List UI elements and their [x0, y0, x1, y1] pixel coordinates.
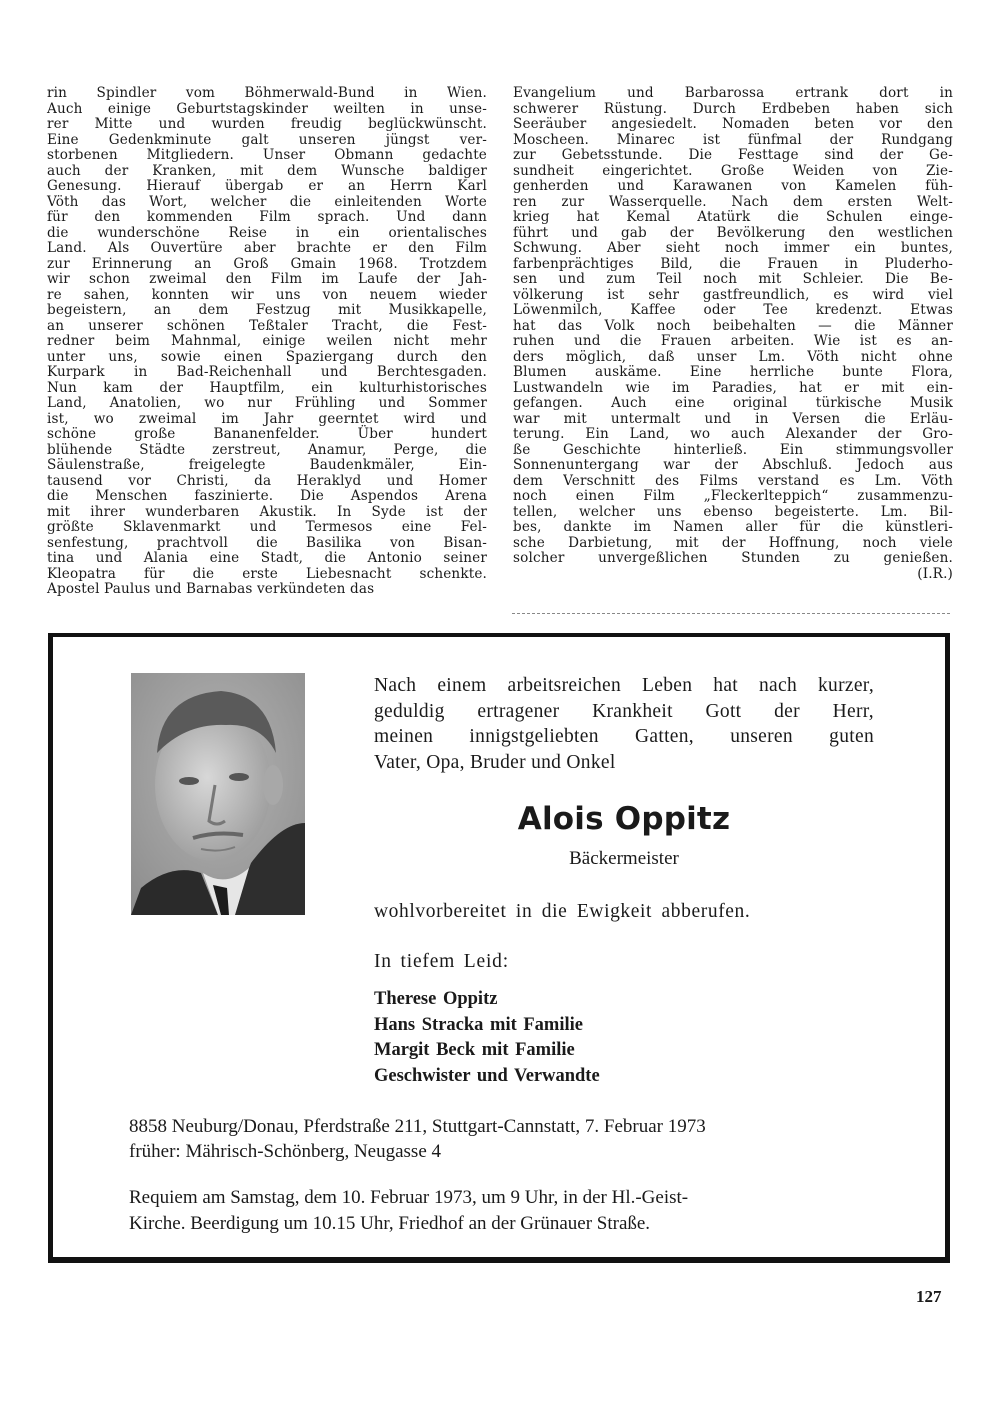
article-text-line: gefangen. Auch eine original türkische Musik: [513, 395, 953, 411]
article-text-line: ren zur Wasserquelle. Nach dem ersten Welt-: [513, 193, 953, 210]
article-text-line: Löwenmilch, Kaffee oder Tee kredenzt. Etwas: [513, 302, 953, 318]
article-right-column: [513, 86, 953, 582]
article-left-column: [47, 86, 487, 598]
article-text-line: tausend vor Christi, da Heraklyd und Homer: [47, 472, 487, 489]
article-text-line: Kleopatra für die erste Liebesnacht schenkte.: [47, 565, 487, 582]
article-text-line: Schwung. Aber sieht noch immer ein buntes,: [513, 240, 953, 256]
portrait-photo: [131, 673, 305, 915]
page-number: 127: [916, 1287, 942, 1306]
article-text-line: Lustwandeln wie im Paradies, hat er mit ein-: [513, 379, 953, 396]
article-text-line: wir schon zweimal den Film im Laufe der Jah-: [47, 271, 487, 287]
article-text-line: zur Erinnerung an Groß Gmain 1968. Trotzdem: [47, 255, 487, 272]
article-text-line: blühende Städte zerstreut, Anamur, Perge, die: [47, 441, 487, 458]
intro-line: Nach einem arbeitsreichen Leben hat nach kurzer,: [374, 675, 874, 696]
called-home-text: wohlvorbereitet in die Ewigkeit abberufen.: [374, 901, 751, 922]
article-text-line: mit ihrer wunderbaren Akustik. In Syde ist der: [47, 503, 487, 520]
article-text-line: sundheit eingerichtet. Große Weiden von Zie-: [513, 162, 953, 179]
address-line: 8858 Neuburg/Donau, Pferdstraße 211, Stuttgart-Cannstatt, 7. Februar 1973: [129, 1116, 706, 1137]
article-text-line: Sonnenuntergang war der Abschluß. Jedoch aus: [513, 457, 953, 473]
article-text-line: rin Spindler vom Böhmerwald-Bund in Wien.: [47, 85, 487, 101]
article-text-line: redner beim Mahnmal, einige weilen nicht mehr: [47, 333, 487, 349]
column-end-rule: [512, 613, 950, 615]
article-text-line: Seeräuber angesiedelt. Nomaden beten vor den: [513, 116, 953, 132]
article-signature: (I.R.): [917, 565, 953, 582]
article-text-line: war mit untermalt und in Versen die Erläu-: [513, 410, 953, 427]
article-text-line: Moscheen. Minarec ist fünfmal der Rundgang: [513, 131, 953, 148]
article-text-line: Säulenstraße, freigelegte Baudenkmäler, Ein-: [47, 457, 487, 473]
article-text-line: begeistern, an dem Festzug mit Musikkapelle,: [47, 302, 487, 318]
service-line: Kirche. Beerdigung um 10.15 Uhr, Friedhof an der Grünauer Straße.: [129, 1213, 651, 1234]
article-text-line: dem Verschnitt des Films verstand es Lm. Vöth: [513, 472, 953, 489]
article-text-line: farbenprächtiges Bild, die Frauen in Pluderho-: [513, 255, 953, 272]
deceased-name: Alois Oppitz: [517, 801, 731, 837]
article-text-line: Land. Als Ouvertüre aber brachte er den Film: [47, 240, 487, 256]
address-block: [129, 1114, 706, 1164]
article-text-line: hat das Volk noch beibehalten — die Männer: [513, 317, 953, 334]
article-text-line: sche Darbietung, mit der Hoffnung, noch viele: [513, 534, 953, 551]
article-text-line: völkerung ist sehr gastfreundlich, es wird viel: [513, 286, 953, 303]
intro-line: Vater, Opa, Bruder und Onkel: [374, 751, 616, 773]
intro-line: geduldig ertragener Krankheit Gott der Herr,: [374, 700, 874, 722]
article-text-line: Genesung. Hierauf übergab er an Herrn Karl: [47, 178, 487, 194]
article-text-line: ruhen und die Frauen arbeiten. Wie ist es an-: [513, 333, 953, 349]
article-text-line: die wunderschöne Reise in ein orientalisches: [47, 224, 487, 241]
article-text-line: bes, dankte im Namen aller für die künstleri-: [513, 519, 953, 535]
article-text-line: senfestung, prachtvoll die Basilika von Bisan-: [47, 534, 487, 551]
article-text-line: Auch einige Geburtstagskinder weilten in unse-: [47, 100, 487, 117]
portrait-image-icon: [131, 673, 305, 915]
article-text-line: ders möglich, daß unser Lm. Vöth nicht ohne: [513, 348, 953, 365]
article-text-line: Apostel Paulus und Barnabas verkündeten das: [47, 581, 375, 597]
article-text-line: krieg hat Kemal Atatürk die Schulen einge-: [513, 209, 953, 225]
address-line: früher: Mährisch-Schönberg, Neugasse 4: [129, 1141, 442, 1162]
mourners-list: [374, 987, 600, 1089]
article-text-line: auch der Kranken, mit dem Wunsche baldiger: [47, 162, 487, 179]
obituary-intro: [374, 673, 874, 775]
article-text-line: an unserer schönen Teßtaler Tracht, die Fest-: [47, 317, 487, 334]
mourner: Hans Stracka mit Familie: [374, 1014, 583, 1035]
obituary-notice: [48, 633, 950, 1263]
article-text-line: tellen, welcher uns ebenso begeisterte. Lm. Bil-: [513, 503, 953, 520]
article-text-line: die Menschen faszinierte. Die Aspendos Arena: [47, 488, 487, 504]
article-text-line: führt und gab der Bevölkerung den westlichen: [513, 224, 953, 241]
article-text-line: schwerer Rüstung. Durch Erdbeben haben sich: [513, 100, 953, 117]
article-text-line: storbenen Mitgliedern. Unser Obmann gedachte: [47, 147, 487, 163]
article-text-line: Blumen auskäme. Eine herrliche bunte Flora,: [513, 364, 953, 380]
article-text-line: noch einen Film „Fleckerlteppich“ zusammenzu-: [513, 488, 953, 504]
grief-heading: In tiefem Leid:: [374, 951, 509, 972]
article-text-line: schöne große Bananenfelder. Über hundert: [47, 426, 487, 442]
article-text-line: Eine Gedenkminute galt unseren jüngst ver-: [47, 131, 487, 148]
article-text-line: terung. Ein Land, wo auch Alexander der Gro-: [513, 426, 953, 442]
deceased-profession: Bäckermeister: [569, 848, 679, 869]
article-text-line: für den kommenden Film sprach. Und dann: [47, 209, 487, 225]
article-text-line: rer Mitte und wurden freudig beglückwünscht.: [47, 116, 487, 132]
service-details: [129, 1185, 874, 1237]
article-text-line: solcher unvergeßlichen Stunden zu genießen.: [513, 550, 953, 566]
article-text-line: re sahen, konnten wir uns von neuem wieder: [47, 286, 487, 303]
article-text-line: Land, Anatolien, wo nur Frühling und Sommer: [47, 395, 487, 411]
article-text-line: Nun kam der Hauptfilm, ein kulturhistorisches: [47, 379, 487, 396]
service-line: Requiem am Samstag, dem 10. Februar 1973, um 9 Uhr, in der Hl.-Geist-: [129, 1187, 689, 1208]
mourner: Therese Oppitz: [374, 989, 498, 1009]
article-text-line: sen und zum Teil noch mit Schleier. Die Be-: [513, 271, 953, 287]
article-text-line: genherden und Karawanen von Kamelen füh-: [513, 178, 953, 194]
article-text-line: zur Gebetsstunde. Die Festtage sind der Ge-: [513, 147, 953, 163]
article-text-line: Evangelium und Barbarossa ertrank dort in: [513, 85, 953, 101]
mourner: Margit Beck mit Familie: [374, 1040, 575, 1060]
article-text-line: tina und Alania eine Stadt, die Antonio seiner: [47, 550, 487, 566]
article-text-line: unter uns, sowie einen Spaziergang durch den: [47, 348, 487, 365]
article-text-line: Kurpark in Bad-Reichenhall und Berchtesgaden.: [47, 364, 487, 380]
article-text-line: ße Geschichte hinterließ. Ein stimmungsvoller: [513, 441, 953, 458]
intro-line: meinen innigstgeliebten Gatten, unseren guten: [374, 726, 874, 747]
article-text-line: größte Sklavenmarkt und Termesos eine Fel-: [47, 519, 487, 535]
article-text-line: Vöth das Wort, welcher die einleitenden Worte: [47, 193, 487, 210]
mourner: Geschwister und Verwandte: [374, 1065, 600, 1086]
article-text-line: ist, wo zweimal im Jahr geerntet wird und: [47, 410, 487, 427]
